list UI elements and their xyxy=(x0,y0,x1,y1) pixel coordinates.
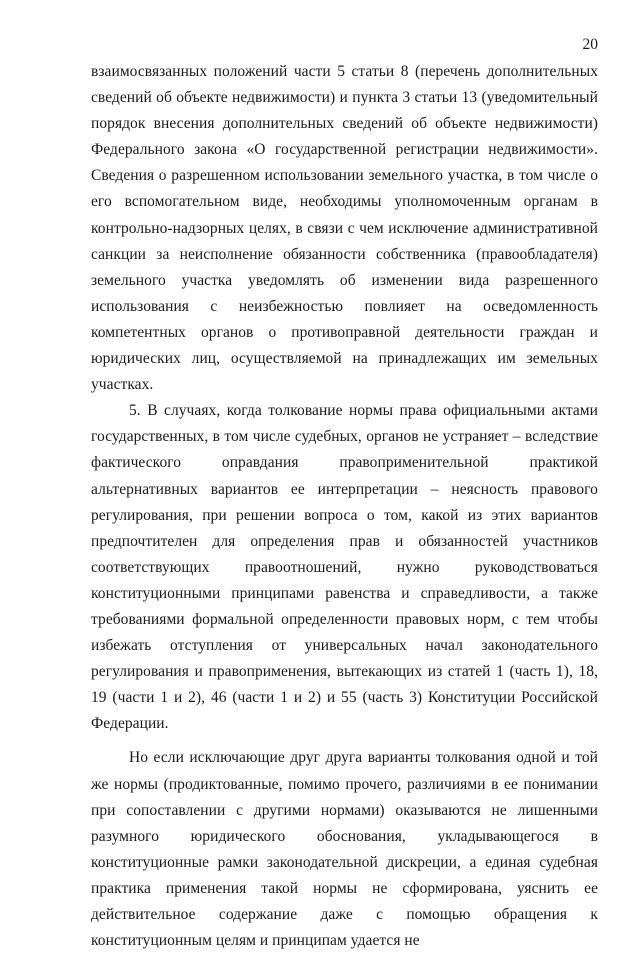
document-body xyxy=(91,59,598,954)
paragraph-spacer xyxy=(91,737,598,745)
paragraph-continuation: взаимосвязанных положений части 5 статьи 8 (перечень дополнительных сведений об объекте недвижимости) и пункта 3 статьи 13 (уведомительный порядок внесения дополнительных сведений об объекте недвижимости) Федерального закона «О государственной регистрации недвижимости». Сведения о разрешенном использовании земельного участка, в том числе о его вспомогательном виде, необходимы уполномоченным органам в контрольно-надзорных целях, в связи с чем исключение административной санкции за неисполнение обязанности собственника (правообладателя) земельного участка уведомлять об изменении вида разрешенного использования с неизбежностью повлияет на осведомленность компетентных органов о противоправной деятельности граждан и юридических лиц, осуществляемой на принадлежащих им земельных участках. xyxy=(91,63,598,394)
paragraph-point-5: 5. В случаях, когда толкование нормы права официальными актами государственных, в том числе судебных, органов не устраняет – вследствие фактического оправдания правоприменительной практикой альтернативных вариантов ее интерпретации – неясность правового регулирования, при решении вопроса о том, какой из этих вариантов предпочтителен для определения прав и обязанностей участников соответствующих правоотношений, нужно руководствоваться конституционными принципами равенства и справедливости, а также требованиями формальной определенности правовых норм, с тем чтобы избежать отступления от универсальных начал законодательного регулирования и правоприменения, вытекающих из статей 1 (часть 1), 18, 19 (части 1 и 2), 46 (части 1 и 2) и 55 (часть 3) Конституции Российской Федерации. xyxy=(91,402,598,733)
page-number: 20 xyxy=(582,36,598,53)
paragraph-alternative-interpretations: Но если исключающие друг друга варианты толкования одной и той же нормы (продиктованные, помимо прочего, различиями в ее понимании при сопоставлении с другими нормами) оказываются не лишенными разумного юридического обоснования, укладывающегося в конституционные рамки законодательной дискреции, а единая судебная практика применения такой нормы не сформирована, уяснить ее действительное содержание даже с помощью обращения к конституционным целям и принципам удается не xyxy=(91,749,598,950)
